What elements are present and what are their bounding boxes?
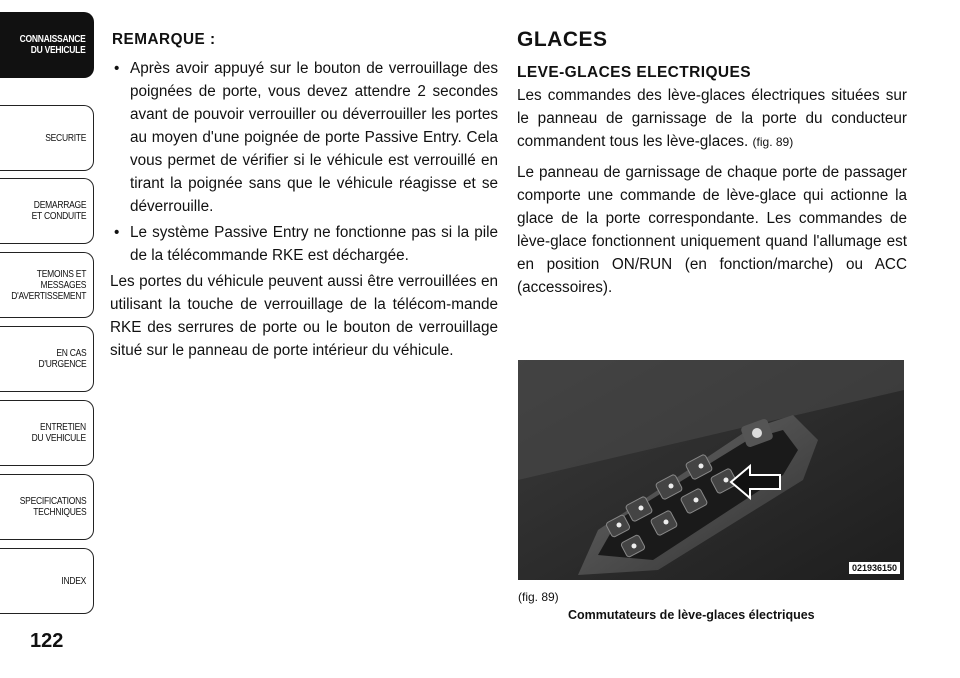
note-bullet: • Le système Passive Entry ne fonctionne pas si la pile de la télécommande RKE est déchargée. — [112, 221, 498, 267]
figure-reference-link[interactable]: (fig. 89) — [752, 135, 794, 149]
chapter-tabs — [0, 0, 97, 630]
page-number: 122 — [30, 630, 64, 652]
tab-specifications-techniques[interactable]: SPECIFICATIONS TECHNIQUES — [0, 474, 94, 540]
tab-connaissance-du-vehicule[interactable]: CONNAISSANCE DU VEHICULE — [0, 12, 94, 78]
tab-entretien-du-vehicule[interactable]: ENTRETIEN DU VEHICULE — [0, 400, 94, 466]
window-switch-photo — [518, 360, 904, 580]
figure-label: (fig. 89) — [518, 590, 559, 604]
body-paragraph: Les commandes des lève-glaces électriques situées sur le panneau de garnissage de la porte du conducteur commandent tous les lève-glaces. (fig. 89) — [517, 87, 907, 150]
tab-index[interactable]: INDEX — [0, 548, 94, 614]
body-paragraph: Le panneau de garnissage de chaque porte de passager comporte une commande de lève-glace qui actionne la glace de la porte correspondante. Les commandes de lève-glace fonctionnent uniquement quand l'allumage est en position ON/RUN (en fonction/marche) ou ACC (accessoires). — [517, 164, 907, 296]
section-title: GLACES — [517, 28, 608, 51]
window-switch-illustration — [518, 360, 904, 580]
figure-caption: Commutateurs de lève-glaces électriques — [568, 608, 815, 622]
tab-en-cas-d-urgence[interactable]: EN CAS D'URGENCE — [0, 326, 94, 392]
left-column — [110, 28, 498, 362]
right-column — [517, 28, 907, 306]
figure-code: 021936150 — [849, 562, 900, 574]
tab-securite[interactable]: SECURITE — [0, 105, 94, 171]
body-paragraph: Les portes du véhicule peuvent aussi être verrouillées en utilisant la touche de verrouillage de la télécom-mande RKE des serrures de porte ou le bouton de verrouillage situé sur le panneau de porte intérieur du véhicule. — [110, 273, 498, 359]
note-bullet: • Après avoir appuyé sur le bouton de verrouillage des poignées de porte, vous devez attendre 2 secondes avant de pouvoir verrouiller ou déverrouiller les portes au moyen d'une poignée de porte Passive Entry. Cela vous permet de vérifier si le véhicule est verrouillé en tirant la poignée sans que le véhicule réagisse et se déverrouille. — [112, 57, 498, 218]
tab-demarrage-et-conduite[interactable]: DEMARRAGE ET CONDUITE — [0, 178, 94, 244]
tab-temoins-et-messages[interactable]: TEMOINS ET MESSAGES D'AVERTISSEMENT — [0, 252, 94, 318]
note-title: REMARQUE : — [112, 31, 216, 48]
sub-title: LEVE-GLACES ELECTRIQUES — [517, 64, 751, 81]
